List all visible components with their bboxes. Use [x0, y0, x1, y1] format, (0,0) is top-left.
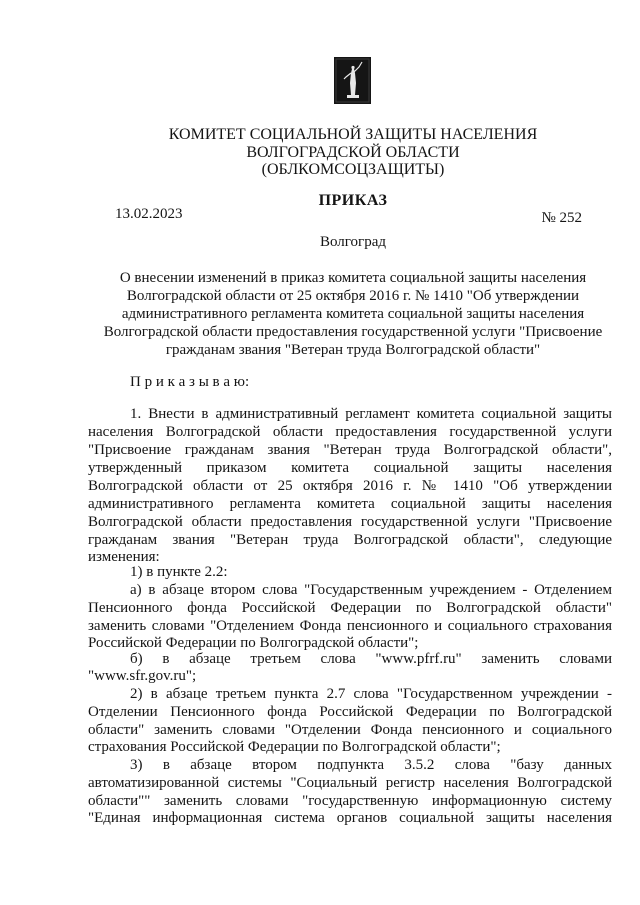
coat-of-arms-emblem	[334, 57, 371, 104]
body-line: 1. Внести в административный регламент комитета социальной защиты	[130, 406, 612, 422]
document-date: 13.02.2023	[115, 206, 183, 222]
body-line: заменить словами "Отделением Фонда пенсионного и социального страхования	[88, 618, 612, 634]
org-name-line-2: ВОЛГОГРАДСКОЙ ОБЛАСТИ	[246, 144, 460, 161]
body-line: страхования Российской Федерации по Волгоградской области";	[88, 739, 501, 755]
title-line: гражданам звания "Ветеран труда Волгоградской области"	[165, 342, 541, 358]
body-line: "www.sfr.gov.ru";	[88, 668, 197, 684]
order-word: П р и к а з ы в а ю:	[130, 374, 250, 390]
body-line: Пенсионного фонда Российской Федерации по Волгоградской области"	[88, 600, 612, 616]
title-line: Волгоградской области предоставления государственной услуги "Присвоение	[103, 324, 603, 340]
body-line: административного регламента комитета социальной защиты населения	[88, 496, 612, 512]
body-line: "Присвоение гражданам звания "Ветеран труда Волгоградской области",	[88, 442, 612, 458]
title-line: административного регламента комитета социальной защиты населения	[121, 306, 585, 322]
org-name-line-1: КОМИТЕТ СОЦИАЛЬНОЙ ЗАЩИТЫ НАСЕЛЕНИЯ	[168, 126, 538, 143]
body-line: б) в абзаце третьем слова "www.pfrf.ru" заменить словами	[130, 651, 612, 667]
body-line: 1) в пункте 2.2:	[130, 564, 228, 580]
body-line: Волгоградской области предоставления государственной услуги "Присвоение	[88, 514, 612, 530]
document-type: ПРИКАЗ	[318, 192, 388, 209]
body-line: области"" заменить словами "государственную информационную систему	[88, 793, 612, 809]
title-line: О внесении изменений в приказ комитета социальной защиты населения	[119, 270, 587, 286]
body-line: автоматизированной системы "Социальный регистр населения Волгоградской	[88, 775, 612, 791]
body-line: Отделении Пенсионного фонда Российской Федерации по Волгоградской	[88, 704, 612, 720]
body-line: Волгоградской области от 25 октября 2016 г. № 1410 "Об утверждении	[88, 478, 612, 494]
body-line: 3) в абзаце втором подпункта 3.5.2 слова "базу данных	[130, 757, 612, 773]
title-line: Волгоградской области от 25 октября 2016 г. № 1410 "Об утверждении	[126, 288, 580, 304]
city-name: Волгоград	[319, 234, 386, 250]
body-line: "Единая информационная система органов социальной защиты населения	[88, 810, 612, 826]
body-line: гражданам звания "Ветеран труда Волгоградской области", следующие	[88, 532, 612, 548]
body-line: 2) в абзаце третьем пункта 2.7 слова "Государственном учреждении -	[130, 686, 612, 702]
org-name-line-3: (ОБЛКОМСОЦЗАЩИТЫ)	[261, 161, 445, 178]
body-line: области" заменить словами "Отделении Фонда пенсионного и социального	[88, 722, 612, 738]
document-number: № 252	[541, 210, 582, 226]
body-line: утвержденный приказом комитета социальной защиты населения	[88, 460, 612, 476]
body-line: населения Волгоградской области предоставления государственной услуги	[88, 424, 612, 440]
body-line: а) в абзаце втором слова "Государственным учреждением - Отделением	[130, 582, 612, 598]
body-line: изменения:	[88, 549, 160, 565]
body-line: Российской Федерации по Волгоградской области";	[88, 635, 419, 651]
